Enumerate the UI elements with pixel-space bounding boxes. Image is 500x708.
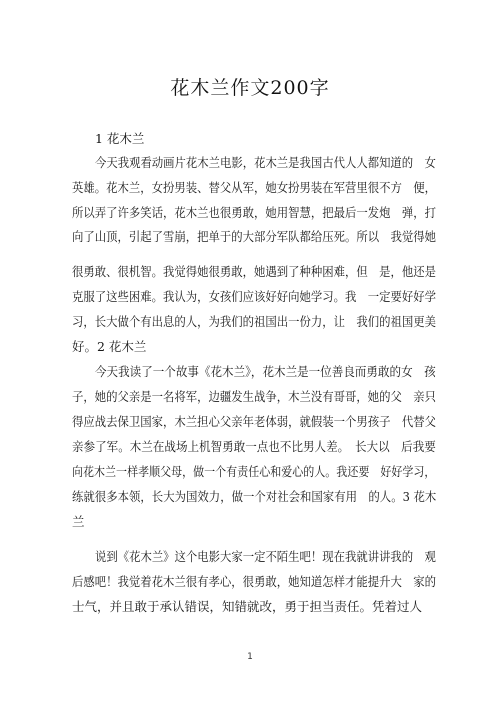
paragraph-line: 克服了这些困难。我认为，女孩们应该好好向她学习。我 一定要好好学 [72, 289, 437, 304]
paragraph-line: 今天我观看动画片花木兰电影，花木兰是我国古代人人都知道的 女 [95, 155, 436, 170]
paragraph-line: 今天我读了一个故事《花木兰》，花木兰是一位善良而勇敢的女 孩 [95, 364, 436, 379]
paragraph-line: 向花木兰一样孝顺父母，做一个有责任心和爱心的人。我还要 好好学习， [72, 464, 436, 479]
paragraph-line: 很勇敢、很机智。我觉得她很勇敢，她遇到了种种困难，但 是，他还是 [72, 264, 437, 279]
paragraph-line: 兰 [72, 514, 85, 529]
paragraph-line: 子，她的父亲是一名将军，边疆发生战争，木兰没有哥哥，她的父 亲只 [72, 389, 437, 404]
page-title: 花木兰作文200字 [170, 77, 330, 99]
page-number: 1 [247, 652, 253, 662]
section-heading: 1 花木兰 [95, 131, 145, 146]
paragraph-line: 说到《花木兰》这个电影大家一定不陌生吧！现在我就讲讲我的 观 [95, 549, 436, 564]
paragraph-line: 练就很多本领，长大为国效力，做一个对社会和国家有用 的人。3 花木 [72, 489, 437, 504]
paragraph-line: 后感吧！我觉着花木兰很有孝心，很勇敢，她知道怎样才能提升大 家的 [72, 574, 437, 589]
paragraph-line: 习，长大做个有出息的人，为我们的祖国出一份力，让 我们的祖国更美 [72, 314, 437, 329]
paragraph-line: 亲参了军。木兰在战场上机智勇敢一点也不比男人差。 长大以 后我要 [72, 439, 436, 454]
paragraph-line: 所以弄了许多笑话，花木兰也很勇敢，她用智慧，把最后一发炮 弹，打 [72, 205, 437, 220]
paragraph-line: 士气，并且敢于承认错误，知错就改，勇于担当责任。凭着过人 [72, 599, 423, 614]
paragraph-line: 英雄。花木兰，女扮男装、替父从军，她女扮男装在军营里很不方 便， [72, 180, 437, 195]
paragraph-line: 好。2 花木兰 [72, 339, 147, 354]
paragraph-line: 向了山顶，引起了雪崩，把单于的大部分军队都给压死。所以 我觉得她 [72, 229, 437, 244]
paragraph-line: 得应战去保卫国家，木兰担心父亲年老体弱，就假装一个男孩子 代替父 [72, 414, 437, 429]
